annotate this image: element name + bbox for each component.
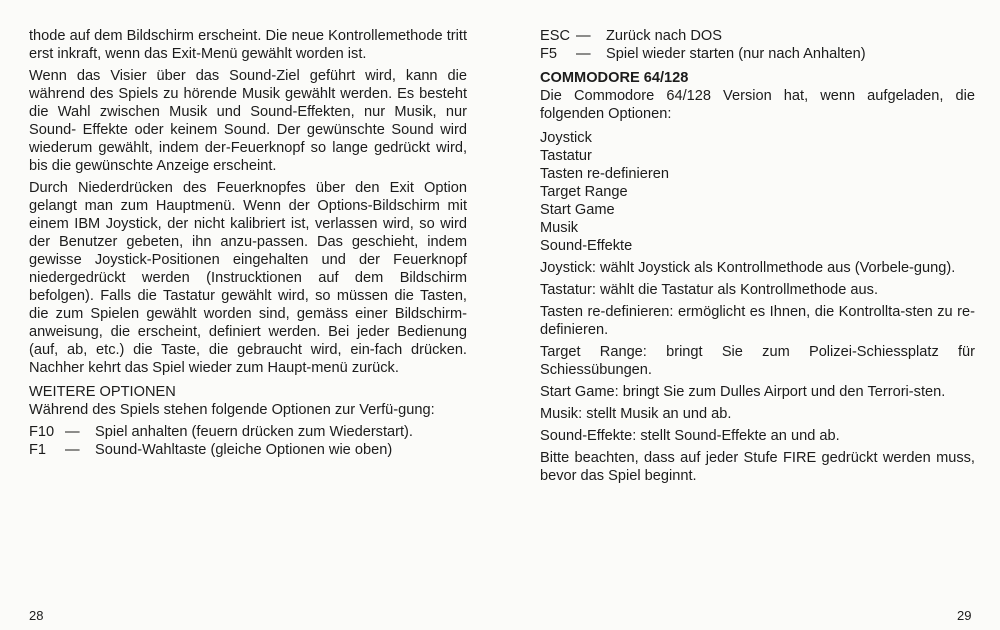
dash: — [576, 28, 591, 44]
paragraph: Wenn das Visier über das Sound-Ziel geführt wird, kann die während des Spiels zu hörende Musik gewählt werden. Es besteht die Wahl zwischen Musik und Sound-Effekten, nur Musik, nur Sound- Effekte oder keinem Sound. Der gewünschte Sound wird wiederum gewählt, indem der-Feuerknopf so lange gedrückt wird, bis die gewünschte Anzeige erscheint. [29, 68, 467, 174]
commodore-intro: Die Commodore 64/128 Version hat, wenn aufgeladen, die folgenden Optionen: [540, 88, 975, 122]
key-description: Sound-Wahltaste (gleiche Optionen wie oben) [95, 442, 393, 458]
option-item: Start Game [540, 202, 615, 218]
key-row-f10 [29, 423, 467, 441]
option-item: Joystick [540, 130, 592, 146]
option-description: Musik: stellt Musik an und ab. [540, 406, 732, 422]
options-list [540, 129, 975, 255]
right-text-column [540, 27, 975, 489]
paragraph: thode auf dem Bildschirm erscheint. Die neue Kontrollemethode tritt erst inkraft, wenn das Exit-Menü gewählt worden ist. [29, 28, 467, 62]
option-description: Joystick: wählt Joystick als Kontrollmethode aus (Vorbele-gung). [540, 260, 956, 276]
option-item: Sound-Effekte [540, 238, 633, 254]
section-heading-commodore: COMMODORE 64/128 [540, 70, 689, 86]
page-number: 29 [957, 608, 972, 623]
section-heading-weitere-optionen: WEITERE OPTIONEN [29, 384, 176, 400]
option-description: Tasten re-definieren: ermöglicht es Ihnen, die Kontrollta-sten zu re-definieren. [540, 304, 975, 338]
option-item: Tastatur [540, 148, 592, 164]
option-item: Tasten re-definieren [540, 166, 669, 182]
key-row-esc [540, 27, 975, 45]
option-description: Sound-Effekte: stellt Sound-Effekte an und ab. [540, 428, 840, 444]
dash: — [65, 424, 80, 440]
key-description: Spiel anhalten (feuern drücken zum Wiederstart). [95, 424, 413, 440]
key-label: F1 [29, 442, 47, 458]
key-description: Zurück nach DOS [606, 28, 722, 44]
key-row-f1 [29, 441, 467, 459]
page-number: 28 [29, 608, 44, 623]
key-description: Spiel wieder starten (nur nach Anhalten) [606, 46, 866, 62]
paragraph: Durch Niederdrücken des Feuerknopfes über den Exit Option gelangt man zum Hauptmenü. Wenn der Options-Bildschirm mit einem IBM Joystick, der nicht kalibriert ist, verlassen wird, so wird der Benutzer gebeten, ihn anzu-passen. Das geschieht, indem gewisse Joystick-Positionen eingehalten und der Feuerknopf niedergedrückt werden (Instrucktionen auf dem Bildschirm befolgen). Falls die Tastatur gewählt wird, so müssen die Tasten, die zum Spielen gewählt worden sind, gemäss einer Bildschirm-anweisung, die erscheint, definiert werden. Bei jeder Bedienung (auf, ab, etc.) die Taste, die gebraucht wird, ein-fach drücken. Nachher kehrt das Spiel wieder zum Haupt-menü zurück. [29, 180, 467, 376]
option-item: Target Range [540, 184, 628, 200]
key-row-f5 [540, 45, 975, 63]
dash: — [576, 46, 591, 62]
key-label: F5 [540, 46, 558, 62]
left-text-column [29, 27, 467, 459]
key-label: ESC [540, 28, 571, 44]
option-item: Musik [540, 220, 579, 236]
key-label: F10 [29, 424, 55, 440]
option-description: Start Game: bringt Sie zum Dulles Airport und den Terrori-sten. [540, 384, 946, 400]
section-intro: Während des Spiels stehen folgende Optionen zur Verfü-gung: [29, 402, 435, 418]
option-description: Tastatur: wählt die Tastatur als Kontrollmethode aus. [540, 282, 878, 298]
dash: — [65, 442, 80, 458]
option-description: Target Range: bringt Sie zum Polizei-Schiessplatz für Schiessübungen. [540, 344, 975, 378]
note-paragraph: Bitte beachten, dass auf jeder Stufe FIRE gedrückt werden muss, bevor das Spiel beginnt. [540, 450, 975, 484]
right-page [500, 0, 1000, 630]
